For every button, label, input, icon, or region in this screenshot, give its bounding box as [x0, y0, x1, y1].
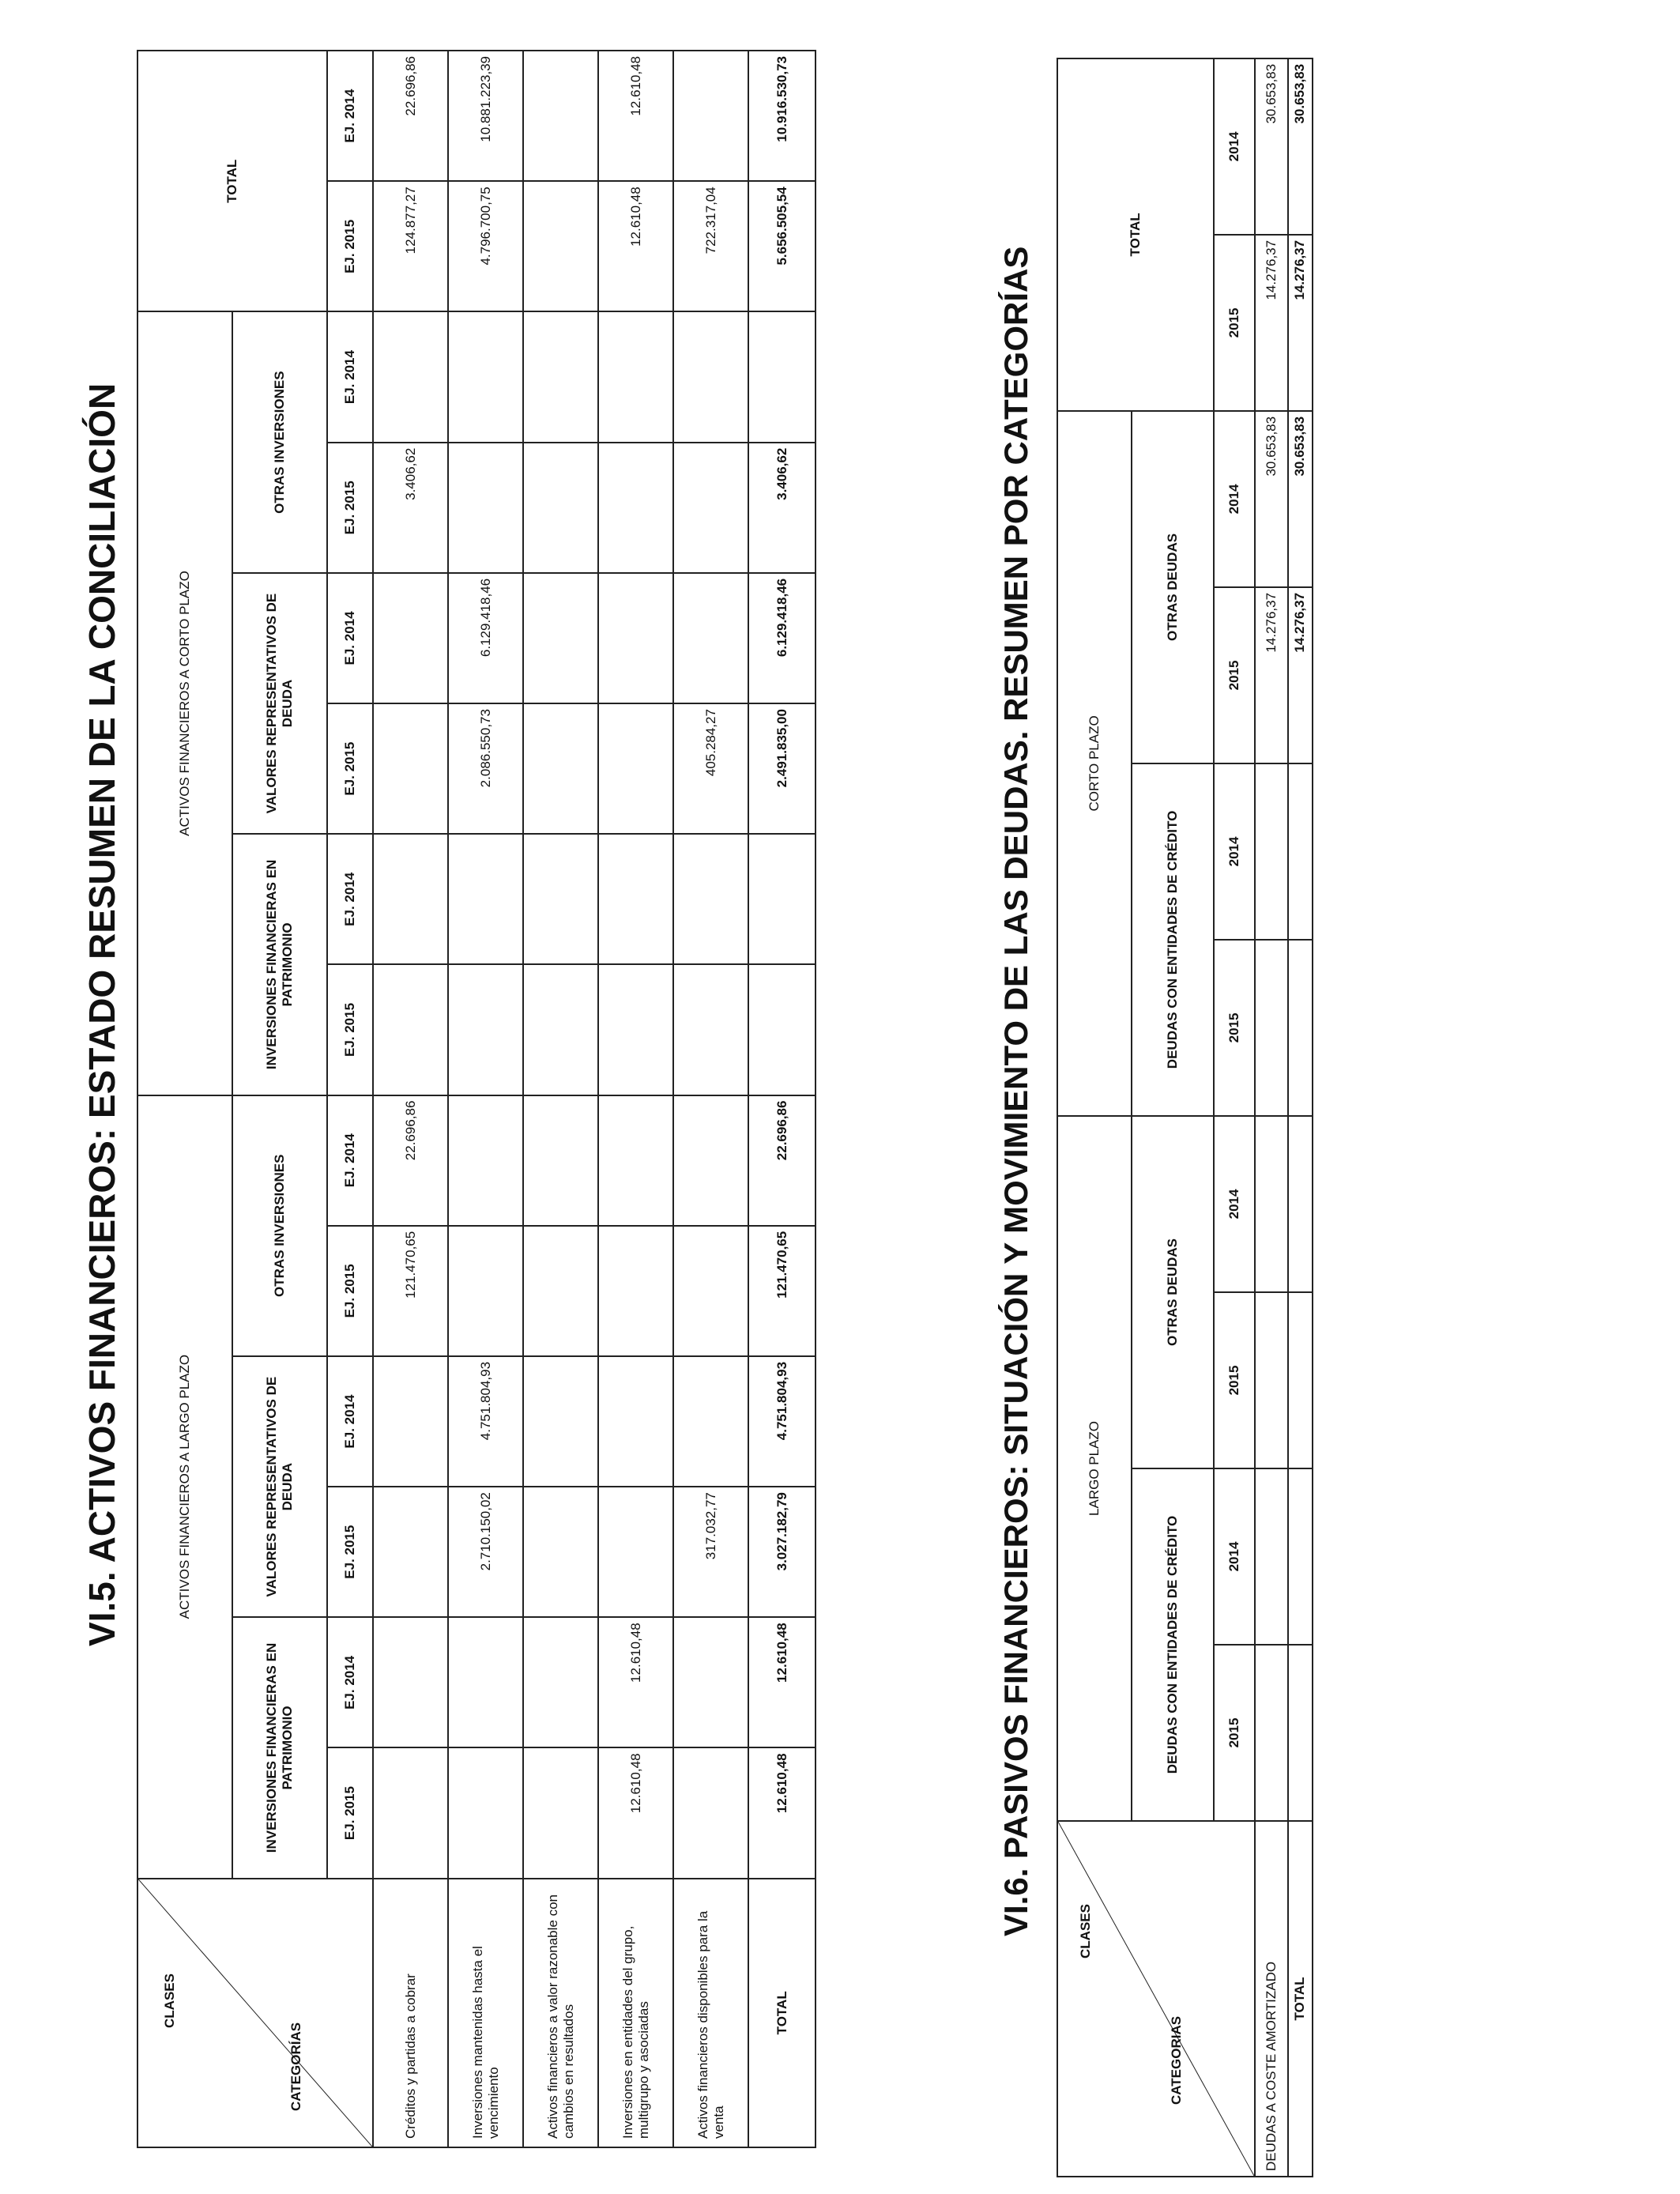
vi6-table — [1057, 58, 1313, 2177]
vi5-value-cell: 2.710.150,02 — [448, 1487, 523, 1617]
vi5-total-cell: 12.610,48 — [748, 1747, 816, 1878]
vi5-value-cell — [373, 573, 448, 703]
vi5-value-cell — [523, 51, 598, 181]
vi5-value-cell — [598, 1487, 673, 1617]
total-row — [748, 51, 816, 2147]
vi5-value-cell — [673, 1617, 748, 1747]
vi5-year-header: EJ. 2015 — [327, 443, 373, 573]
vi6-total-cell — [1288, 1292, 1313, 1468]
vi5-table-wrap — [137, 50, 789, 2148]
vi5-year-header: EJ. 2014 — [327, 573, 373, 703]
vi5-row-label: Activos financieros disponibles para la venta — [673, 1879, 748, 2147]
vi5-value-cell — [448, 1095, 523, 1226]
vi5-group-header: OTRAS INVERSIONES — [232, 311, 327, 572]
vi5-value-cell: 121.470,65 — [373, 1226, 448, 1356]
vi5-year-header: EJ. 2014 — [327, 311, 373, 442]
vi5-group-header: VALORES REPRESENTATIVOS DE DEUDA — [232, 1356, 327, 1617]
vi5-table — [137, 50, 816, 2148]
vi5-total-cell: 12.610,48 — [748, 1617, 816, 1747]
vi6-total-cell: 14.276,37 — [1288, 235, 1313, 411]
vi5-year-header: EJ. 2014 — [327, 51, 373, 181]
vi5-group-header: VALORES REPRESENTATIVOS DE DEUDA — [232, 573, 327, 834]
vi5-total-cell: 6.129.418,46 — [748, 573, 816, 703]
vi5-total-cell: 121.470,65 — [748, 1226, 816, 1356]
vi6-value-cell: 30.653,83 — [1255, 58, 1288, 235]
vi6-total-cell — [1288, 1116, 1313, 1292]
table-row — [673, 51, 748, 2147]
vi5-value-cell: 722.317,04 — [673, 181, 748, 311]
vi5-value-cell — [598, 311, 673, 442]
vi6-title: VI.6. PASIVOS FINANCIEROS: SITUACIÓN Y MOVIMIENTO DE LAS DEUDAS. RESUMEN POR CATEGORÍAS — [997, 246, 1034, 1936]
vi5-total-cell — [748, 311, 816, 442]
vi5-row-label: Créditos y partidas a cobrar — [373, 1879, 448, 2147]
vi5-value-cell — [673, 1095, 748, 1226]
vi5-corto-plazo-header: ACTIVOS FINANCIEROS A CORTO PLAZO — [137, 311, 232, 1095]
vi5-value-cell: 4.796.700,75 — [448, 181, 523, 311]
vi6-year-header: 2015 — [1214, 235, 1255, 411]
vi5-total-header: TOTAL — [137, 51, 327, 311]
vi6-total-cell — [1288, 1468, 1313, 1645]
vi5-value-cell — [523, 964, 598, 1095]
vi5-value-cell: 12.610,48 — [598, 1747, 673, 1878]
table-row — [448, 51, 523, 2147]
vi5-value-cell — [598, 1095, 673, 1226]
vi6-total-cell: 30.653,83 — [1288, 58, 1313, 235]
vi5-value-cell — [373, 834, 448, 964]
vi6-value-cell — [1255, 1116, 1288, 1292]
vi5-value-cell — [598, 703, 673, 834]
vi6-largo-plazo-header: LARGO PLAZO — [1057, 1116, 1132, 1821]
vi5-row-label: Activos financieros a valor razonable con cambios en resultados — [523, 1879, 598, 2147]
vi5-year-header: EJ. 2015 — [327, 703, 373, 834]
vi6-year-header: 2015 — [1214, 1292, 1255, 1468]
vi5-group-header: OTRAS INVERSIONES — [232, 1095, 327, 1356]
vi5-group-header: INVERSIONES FINANCIERAS EN PATRIMONIO — [232, 1617, 327, 1878]
vi5-value-cell — [673, 573, 748, 703]
vi5-value-cell — [523, 1226, 598, 1356]
table-row — [598, 51, 673, 2147]
vi6-value-cell — [1255, 940, 1288, 1116]
vi5-row-label: Inversiones en entidades del grupo, multigrupo y asociadas — [598, 1879, 673, 2147]
table-row — [523, 51, 598, 2147]
vi6-year-header: 2014 — [1214, 1468, 1255, 1645]
vi5-value-cell — [373, 1356, 448, 1487]
vi5-value-cell — [523, 1095, 598, 1226]
vi5-value-cell — [673, 1747, 748, 1878]
vi6-clases-label: CLASES — [1078, 1904, 1093, 1958]
vi5-largo-plazo-header: ACTIVOS FINANCIEROS A LARGO PLAZO — [137, 1095, 232, 1879]
vi6-value-cell: 30.653,83 — [1255, 411, 1288, 587]
vi5-value-cell — [523, 834, 598, 964]
vi5-value-cell — [448, 443, 523, 573]
vi5-row-label: Inversiones mantenidas hasta el vencimiento — [448, 1879, 523, 2147]
vi5-value-cell — [448, 1226, 523, 1356]
vi5-total-cell: 2.491.835,00 — [748, 703, 816, 834]
vi5-value-cell: 12.610,48 — [598, 51, 673, 181]
vi6-total-cell — [1288, 940, 1313, 1116]
vi5-value-cell — [673, 1226, 748, 1356]
table-row — [1255, 58, 1288, 2177]
vi6-year-header: 2015 — [1214, 587, 1255, 763]
vi5-total-cell — [748, 834, 816, 964]
vi5-total-cell — [748, 964, 816, 1095]
vi5-value-cell — [673, 443, 748, 573]
vi5-header-corner — [137, 1879, 373, 2147]
vi6-total-cell: 14.276,37 — [1288, 587, 1313, 763]
vi5-value-cell — [598, 443, 673, 573]
vi6-year-header: 2015 — [1214, 1645, 1255, 1821]
vi6-corto-plazo-header: CORTO PLAZO — [1057, 411, 1132, 1116]
vi5-year-header: EJ. 2015 — [327, 964, 373, 1095]
vi5-value-cell — [448, 964, 523, 1095]
vi6-value-cell — [1255, 763, 1288, 940]
vi5-value-cell: 12.610,48 — [598, 181, 673, 311]
vi6-year-header: 2014 — [1214, 411, 1255, 587]
vi6-total-cell — [1288, 763, 1313, 940]
vi6-year-header: 2014 — [1214, 763, 1255, 940]
vi5-value-cell — [523, 1487, 598, 1617]
vi5-value-cell: 4.751.804,93 — [448, 1356, 523, 1487]
vi5-total-cell: 4.751.804,93 — [748, 1356, 816, 1487]
vi5-value-cell — [598, 573, 673, 703]
vi6-header-corner — [1057, 1821, 1255, 2177]
vi6-categorias-label: CATEGORIAS — [1169, 2015, 1184, 2105]
vi5-title: VI.5. ACTIVOS FINANCIEROS: ESTADO RESUMEN DE LA CONCILIACIÓN — [81, 383, 122, 1646]
vi6-total-cell: 30.653,83 — [1288, 411, 1313, 587]
vi6-value-cell: 14.276,37 — [1255, 587, 1288, 763]
vi5-value-cell — [673, 311, 748, 442]
vi6-total-cell — [1288, 1645, 1313, 1821]
vi5-total-cell: 3.406,62 — [748, 443, 816, 573]
vi5-value-cell: 124.877,27 — [373, 181, 448, 311]
vi5-value-cell — [373, 703, 448, 834]
vi5-value-cell — [373, 1617, 448, 1747]
vi5-year-header: EJ. 2014 — [327, 1617, 373, 1747]
vi5-value-cell — [448, 1617, 523, 1747]
vi5-year-header: EJ. 2015 — [327, 181, 373, 311]
vi5-value-cell: 22.696,86 — [373, 1095, 448, 1226]
vi5-group-header: INVERSIONES FINANCIERAS EN PATRIMONIO — [232, 834, 327, 1095]
vi6-group-header: OTRAS DEUDAS — [1132, 1116, 1214, 1468]
vi5-value-cell — [673, 1356, 748, 1487]
vi6-year-header: 2014 — [1214, 58, 1255, 235]
vi5-value-cell — [523, 311, 598, 442]
vi6-year-header: 2014 — [1214, 1116, 1255, 1292]
vi5-total-cell: 10.916.530,73 — [748, 51, 816, 181]
vi5-value-cell — [523, 1747, 598, 1878]
vi5-total-cell: 3.027.182,79 — [748, 1487, 816, 1617]
vi5-value-cell — [673, 834, 748, 964]
vi5-value-cell — [373, 964, 448, 1095]
vi5-value-cell — [523, 443, 598, 573]
vi6-value-cell: 14.276,37 — [1255, 235, 1288, 411]
vi6-value-cell — [1255, 1292, 1288, 1468]
total-row — [1288, 58, 1313, 2177]
vi5-value-cell: 10.881.223,39 — [448, 51, 523, 181]
vi5-value-cell: 317.032,77 — [673, 1487, 748, 1617]
vi5-value-cell — [598, 964, 673, 1095]
vi5-value-cell: 405.284,27 — [673, 703, 748, 834]
vi5-value-cell: 22.696,86 — [373, 51, 448, 181]
vi6-total-header: TOTAL — [1057, 58, 1214, 411]
vi6-group-header: OTRAS DEUDAS — [1132, 411, 1214, 763]
vi6-group-header: DEUDAS CON ENTIDADES DE CRÉDITO — [1132, 763, 1214, 1116]
vi5-year-header: EJ. 2015 — [327, 1487, 373, 1617]
vi5-value-cell — [598, 1356, 673, 1487]
vi5-value-cell — [598, 1226, 673, 1356]
vi5-value-cell — [448, 1747, 523, 1878]
vi5-categorias-label: CATEGORÍAS — [288, 2022, 303, 2111]
vi6-total-label: TOTAL — [1288, 1821, 1313, 2177]
vi6-group-header: DEUDAS CON ENTIDADES DE CRÉDITO — [1132, 1468, 1214, 1821]
vi5-value-cell — [523, 703, 598, 834]
vi5-year-header: EJ. 2015 — [327, 1747, 373, 1878]
vi5-year-header: EJ. 2014 — [327, 834, 373, 964]
vi5-year-header: EJ. 2014 — [327, 1356, 373, 1487]
vi5-value-cell — [523, 1356, 598, 1487]
vi5-value-cell — [373, 311, 448, 442]
vi5-total-label: TOTAL — [748, 1879, 816, 2147]
vi6-value-cell — [1255, 1645, 1288, 1821]
vi5-value-cell — [523, 181, 598, 311]
vi5-value-cell — [523, 1617, 598, 1747]
vi5-value-cell — [373, 1747, 448, 1878]
vi5-total-cell: 5.656.505,54 — [748, 181, 816, 311]
vi5-total-cell: 22.696,86 — [748, 1095, 816, 1226]
vi5-value-cell — [598, 834, 673, 964]
vi5-value-cell — [673, 964, 748, 1095]
vi5-value-cell: 12.610,48 — [598, 1617, 673, 1747]
vi5-value-cell — [448, 311, 523, 442]
vi6-table-wrap — [1057, 59, 1313, 2177]
vi5-value-cell: 2.086.550,73 — [448, 703, 523, 834]
vi5-value-cell — [448, 834, 523, 964]
vi5-year-header: EJ. 2015 — [327, 1226, 373, 1356]
vi5-value-cell: 6.129.418,46 — [448, 573, 523, 703]
vi5-clases-label: CLASES — [162, 1973, 177, 2028]
vi5-year-header: EJ. 2014 — [327, 1095, 373, 1226]
vi5-value-cell — [673, 51, 748, 181]
vi5-value-cell — [373, 1487, 448, 1617]
vi5-value-cell — [523, 573, 598, 703]
vi5-value-cell: 3.406,62 — [373, 443, 448, 573]
vi6-value-cell — [1255, 1468, 1288, 1645]
vi6-row-label: DEUDAS A COSTE AMORTIZADO — [1255, 1821, 1288, 2177]
vi6-year-header: 2015 — [1214, 940, 1255, 1116]
table-row — [373, 51, 448, 2147]
